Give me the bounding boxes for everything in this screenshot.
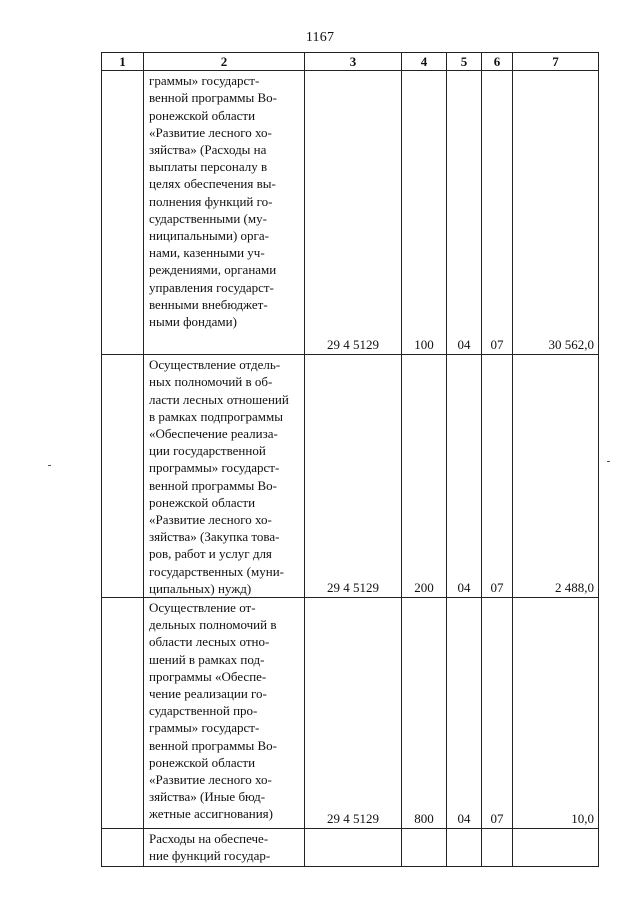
row-col6 bbox=[482, 829, 513, 867]
column-header-6: 6 bbox=[482, 53, 513, 71]
row-col4: 800 bbox=[402, 598, 447, 829]
table-row bbox=[102, 71, 599, 355]
row-col6: 07 bbox=[482, 598, 513, 829]
row-col4 bbox=[402, 829, 447, 867]
row-code: 29 4 5129 bbox=[305, 71, 402, 355]
row-code bbox=[305, 829, 402, 867]
page-number: 1167 bbox=[305, 30, 335, 45]
row-col5: 04 bbox=[447, 71, 482, 355]
column-header-5: 5 bbox=[447, 53, 482, 71]
scan-artifact-mark bbox=[607, 461, 610, 462]
row-col5: 04 bbox=[447, 355, 482, 598]
table-header-row bbox=[102, 53, 599, 71]
row-description: граммы» государст- венной программы Во- ронежской области «Развитие лесного хо- зяйства» (Расходы на выплаты персоналу в целях обеспечения вы- полнения функций го- сударственными (му- ниципальными) орга- нами, казенными уч- реждениями, органами управления государст- венными внебюджет- ными фондами) bbox=[144, 71, 305, 355]
row-code: 29 4 5129 bbox=[305, 598, 402, 829]
table-row bbox=[102, 829, 599, 867]
row-amount: 10,0 bbox=[513, 598, 599, 829]
row-code: 29 4 5129 bbox=[305, 355, 402, 598]
row-description: Осуществление отдель- ных полномочий в об- ласти лесных отношений в рамках подпрограммы «Обеспечение реализа- ции государственной программы» государст- венной программы Во- ронежской области «Развитие лесного хо- зяйства» (Закупка това- ров, работ и услуг для государственных (муни- ципальных) нужд) bbox=[144, 355, 305, 598]
row-number-cell bbox=[102, 355, 144, 598]
column-header-1: 1 bbox=[102, 53, 144, 71]
row-col4: 100 bbox=[402, 71, 447, 355]
row-col5: 04 bbox=[447, 598, 482, 829]
row-number-cell bbox=[102, 829, 144, 867]
column-header-2: 2 bbox=[144, 53, 305, 71]
row-description: Осуществление от- дельных полномочий в области лесных отно- шений в рамках под- программы «Обеспе- чение реализации го- сударственной про- граммы» государст- венной программы Во- ронежской области «Развитие лесного хо- зяйства» (Иные бюд- жетные ассигнования) bbox=[144, 598, 305, 829]
row-amount: 2 488,0 bbox=[513, 355, 599, 598]
row-col6: 07 bbox=[482, 71, 513, 355]
budget-table bbox=[101, 52, 599, 867]
scan-artifact-mark bbox=[48, 465, 51, 466]
row-amount bbox=[513, 829, 599, 867]
row-col6: 07 bbox=[482, 355, 513, 598]
row-col5 bbox=[447, 829, 482, 867]
column-header-3: 3 bbox=[305, 53, 402, 71]
column-header-4: 4 bbox=[402, 53, 447, 71]
column-header-7: 7 bbox=[513, 53, 599, 71]
row-number-cell bbox=[102, 71, 144, 355]
table-row bbox=[102, 355, 599, 598]
row-amount: 30 562,0 bbox=[513, 71, 599, 355]
row-col4: 200 bbox=[402, 355, 447, 598]
table-row bbox=[102, 598, 599, 829]
row-number-cell bbox=[102, 598, 144, 829]
row-description: Расходы на обеспече- ние функций государ- bbox=[144, 829, 305, 867]
